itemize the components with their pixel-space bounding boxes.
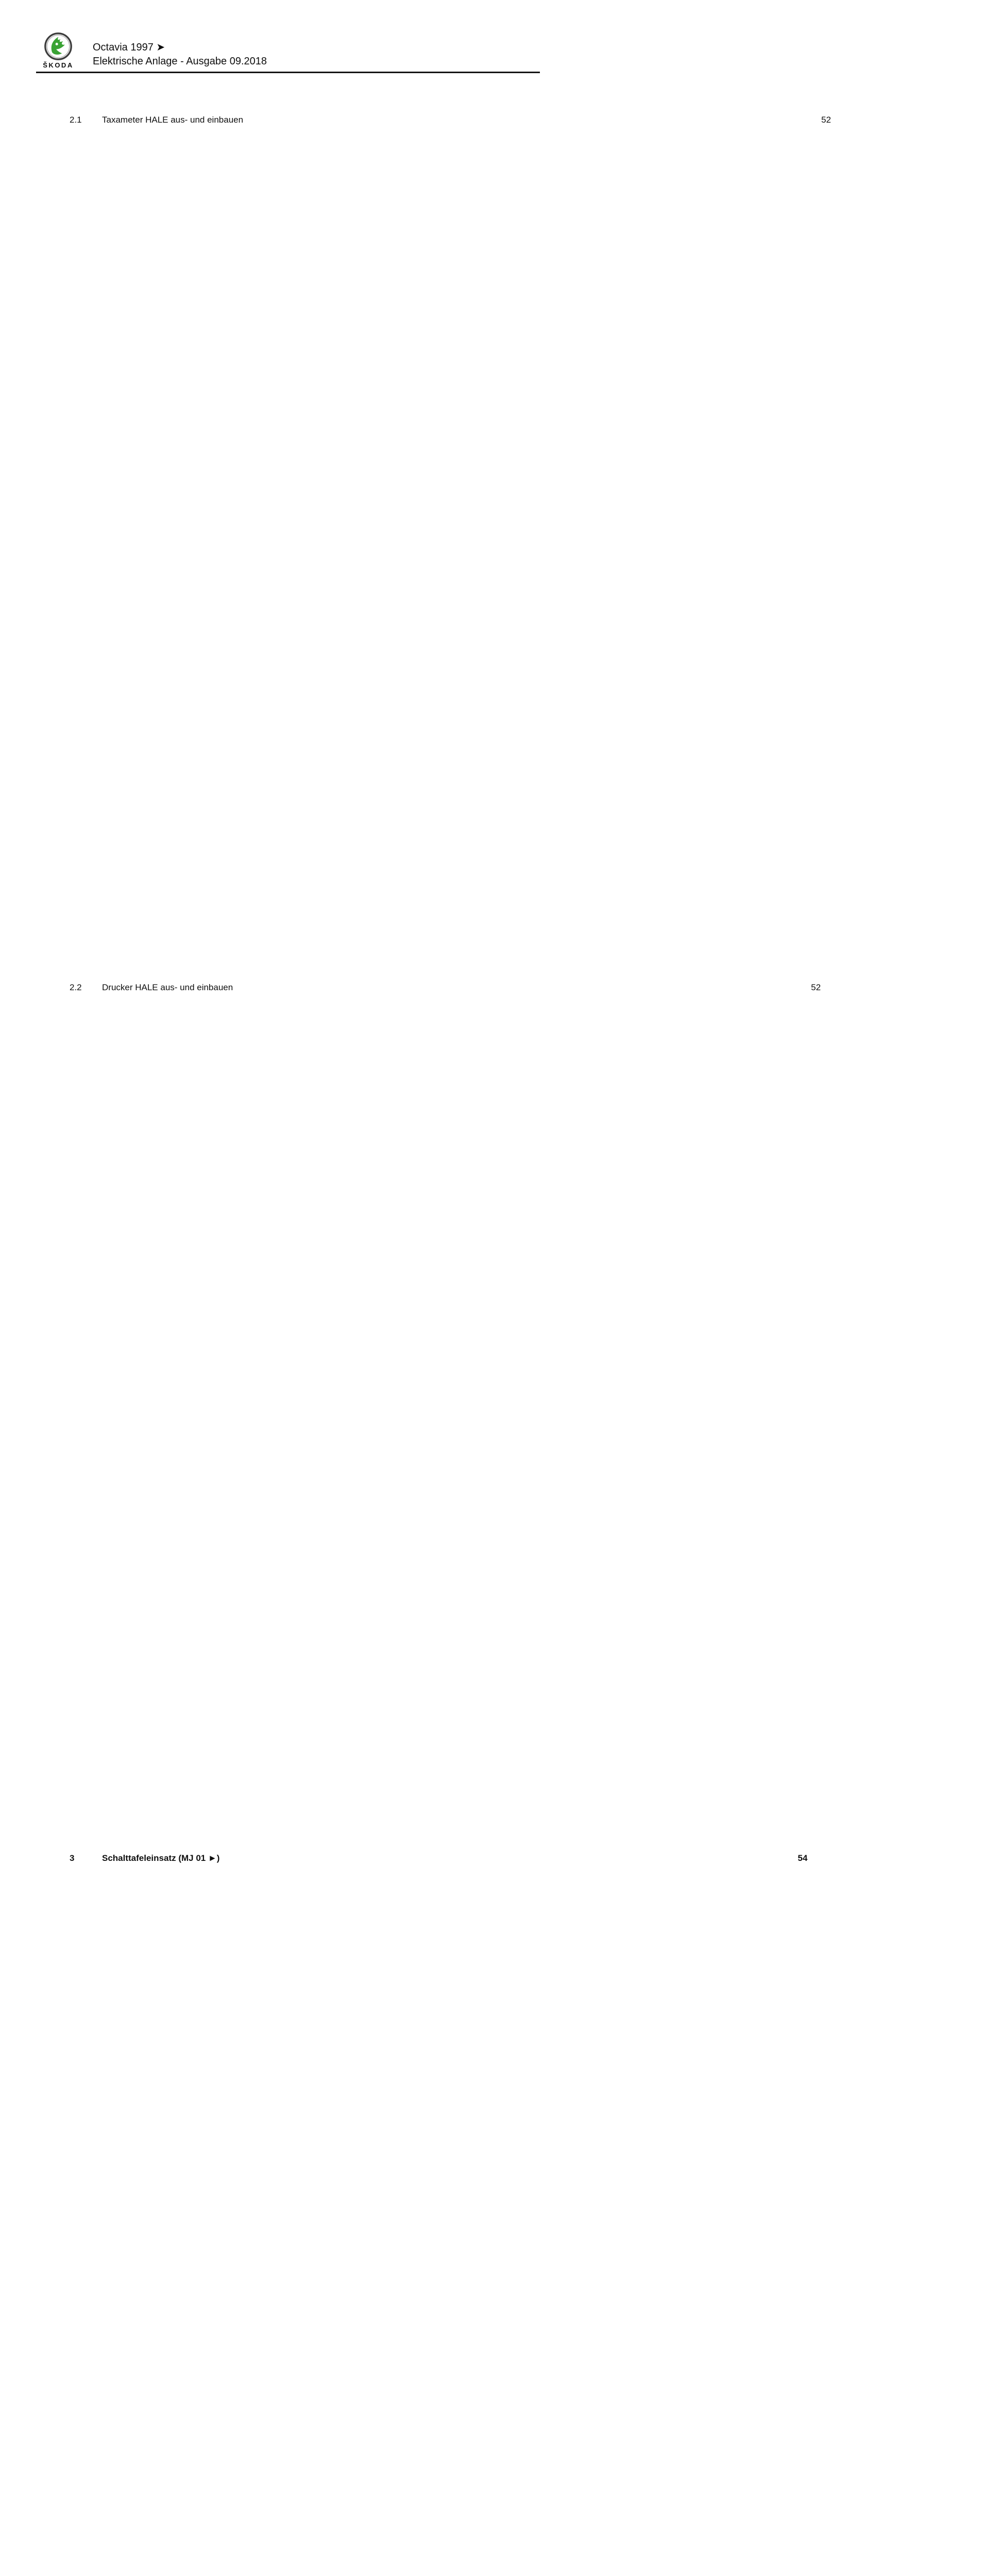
skoda-logo-icon — [44, 32, 73, 61]
toc-entry-number: 2.1 — [70, 115, 82, 125]
header-titles — [93, 41, 267, 69]
toc-entry-title: Schalttafeleinsatz (MJ 01 ►) — [102, 1853, 220, 1863]
toc-entry-number: 3 — [70, 1853, 75, 1863]
toc-entry — [70, 950, 821, 1817]
toc — [36, 82, 831, 2576]
header-rule — [36, 72, 540, 73]
toc-entry — [70, 82, 831, 950]
doc-title: Elektrische Anlage - Ausgabe 09.2018 — [93, 56, 267, 67]
toc-entry-page: 52 — [253, 82, 867, 950]
toc-entry-title: Drucker HALE aus- und einbauen — [102, 982, 233, 992]
model-line: Octavia 1997 ➤ — [93, 42, 165, 53]
toc-entry-title: Taxameter HALE aus- und einbauen — [102, 115, 244, 125]
toc-entry-page: 54 — [230, 1820, 843, 2576]
page-header — [36, 32, 578, 69]
brand-wordmark: ŠKODA — [43, 61, 74, 69]
toc-entry-number: 2.2 — [70, 982, 82, 992]
toc-entry-page: 52 — [243, 950, 857, 1817]
toc-entry — [70, 1820, 808, 2576]
skoda-logo-block — [36, 32, 80, 69]
